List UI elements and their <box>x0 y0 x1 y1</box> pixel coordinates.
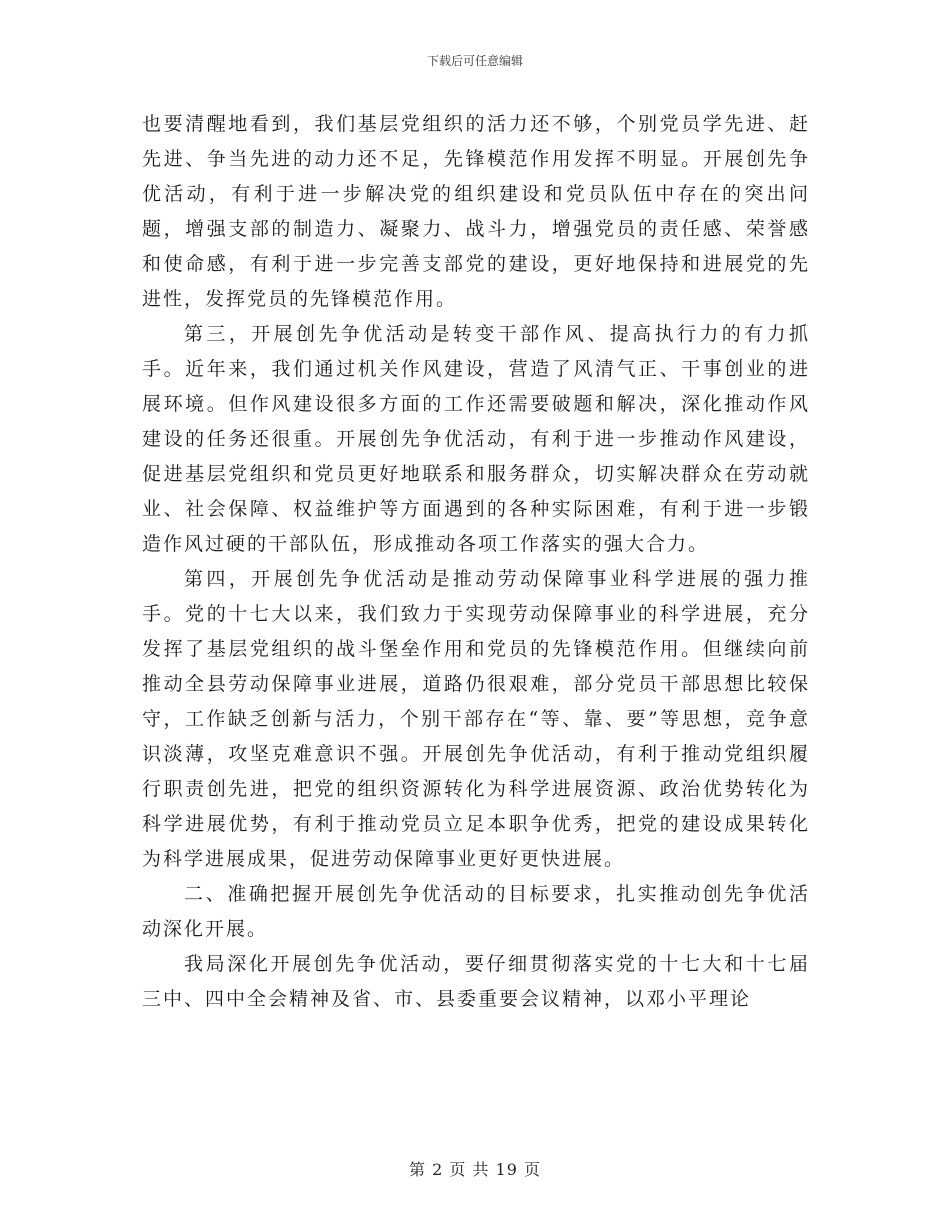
paragraph-continuation: 也要清醒地看到，我们基层党组织的活力还不够，个别党员学先进、赶先进、争当先进的动力还不足，先锋模范作用发挥不明显。开展创先争优活动，有利于进一步解决党的组织建设和党员队伍中存在的突出问题，增强支部的制造力、凝聚力、战斗力，增强党员的责任感、荣誉感和使命感，有利于进一步完善支部党的建设，更好地保持和进展党的先进性，发挥党员的先锋模范作用。 <box>142 113 810 310</box>
paragraph-third-point: 第三，开展创先争优活动是转变干部作风、提高执行力的有力抓手。近年来，我们通过机关作风建设，营造了风清气正、干事创业的进展环境。但作风建设很多方面的工作还需要破题和解决，深化推动作风建设的任务还很重。开展创先争优活动，有利于进一步推动作风建设，促进基层党组织和党员更好地联系和服务群众，切实解决群众在劳动就业、社会保障、权益维护等方面遇到的各种实际困难，有利于进一步锻造作风过硬的干部队伍，形成推动各项工作落实的强大合力。 <box>142 323 810 555</box>
document-body <box>142 107 810 1017</box>
page-number-footer: 第 2 页 共 19 页 <box>409 1160 541 1179</box>
paragraph-fourth-point: 第四，开展创先争优活动是推动劳动保障事业科学进展的强力推手。党的十七大以来，我们致力于实现劳动保障事业的科学进展，充分发挥了基层党组织的战斗堡垒作用和党员的先锋模范作用。但继续向前推动全县劳动保障事业进展，道路仍很艰难，部分党员干部思想比较保守，工作缺乏创新与活力，个别干部存在“等、靠、要”等思想，竞争意识淡薄，攻坚克难意识不强。开展创先争优活动，有利于推动党组织履行职责创先进，把党的组织资源转化为科学进展资源、政治优势转化为科学进展优势，有利于推动党员立足本职争优秀，把党的建设成果转化为科学进展成果，促进劳动保障事业更好更快进展。 <box>142 568 810 870</box>
section-heading-two: 二、准确把握开展创先争优活动的目标要求，扎实推动创先争优活动深化开展。 <box>142 883 810 940</box>
paragraph-bureau-implementation: 我局深化开展创先争优活动，要仔细贯彻落实党的十七大和十七届三中、四中全会精神及省、市、县委重要会议精神，以邓小平理论 <box>142 953 810 1010</box>
page-header: 下载后可任意编辑 <box>426 54 523 68</box>
